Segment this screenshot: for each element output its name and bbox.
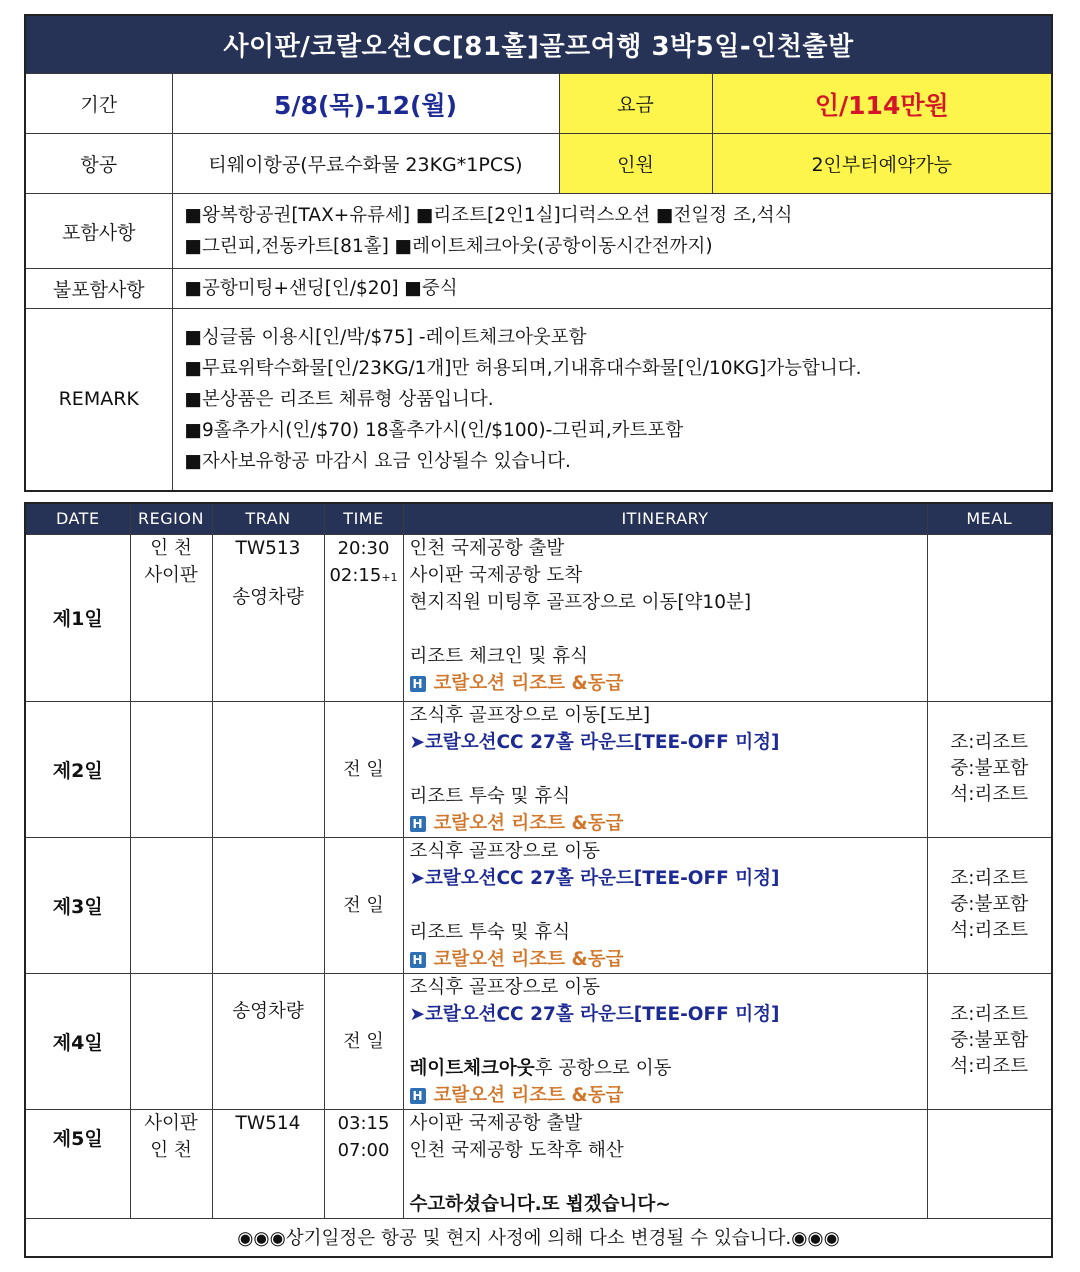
itinerary-line: 조식후 골프장으로 이동[도보]: [409, 704, 651, 726]
region-text: 인 천: [150, 537, 192, 559]
day-label: 제5일: [25, 1109, 130, 1218]
golf-round-line: ➤코랄오션CC 27홀 라운드[TEE-OFF 미정]: [409, 731, 780, 753]
itinerary-line: 사이판 국제공항 출발: [409, 1112, 583, 1134]
day-label: 제2일: [25, 701, 130, 837]
region-cell: [130, 1109, 212, 1218]
table-row: [25, 837, 1052, 973]
region-cell: [130, 973, 212, 1109]
meal-dinner: 석:리조트: [950, 920, 1029, 941]
hotel-icon: H: [410, 952, 426, 968]
time-cell: 전 일: [324, 701, 403, 837]
itinerary-line: 인천 국제공항 출발: [409, 537, 565, 559]
itinerary-line: 리조트 체크인 및 휴식: [409, 645, 588, 667]
next-day-mark: +1: [381, 570, 398, 584]
meal-lunch: 중:불포함: [950, 894, 1029, 915]
header-meal: MEAL: [927, 503, 1052, 535]
time-text: 07:00: [337, 1139, 390, 1161]
info-table: [24, 14, 1053, 492]
hotel-icon: H: [410, 1088, 426, 1104]
closing-message: 수고하셨습니다.또 뵙겠습니다~: [409, 1193, 671, 1215]
time-cell: [324, 534, 403, 701]
meal-cell: [927, 701, 1052, 837]
meal-cell: [927, 534, 1052, 701]
time-cell: [324, 1109, 403, 1218]
period-label: 기간: [25, 74, 172, 134]
tran-cell: [212, 973, 324, 1109]
itinerary-cell: [403, 534, 927, 701]
meal-breakfast: 조:리조트: [950, 868, 1029, 889]
remark-line: ■싱글룸 이용시[인/박/$75] -레이트체크아웃포함: [184, 326, 587, 348]
remark-line: ■자사보유항공 마감시 요금 인상될수 있습니다.: [184, 450, 571, 472]
region-cell: [130, 701, 212, 837]
time-text: 03:15: [337, 1112, 390, 1134]
golf-round-line: ➤코랄오션CC 27홀 라운드[TEE-OFF 미정]: [409, 1003, 780, 1025]
people-label: 인원: [559, 134, 712, 194]
period-value: 5/8(목)-12(월): [172, 74, 559, 134]
included-label: 포함사항: [25, 194, 172, 269]
tour-brochure: [24, 14, 1051, 1258]
included-line: ■왕복항공권[TAX+유류세] ■리조트[2인1실]디럭스오션 ■전일정 조,석식: [184, 205, 793, 226]
excluded-list: [172, 269, 1052, 309]
itinerary-line: 현지직원 미팅후 골프장으로 이동[약10분]: [409, 591, 752, 613]
itinerary-cell: [403, 701, 927, 837]
time-text: 20:30: [337, 537, 390, 559]
itinerary-cell: [403, 1109, 927, 1218]
time-cell: 전 일: [324, 973, 403, 1109]
region-cell: [130, 534, 212, 701]
airline-value: 티웨이항공(무료수화물 23KG*1PCS): [172, 134, 559, 194]
transfer-text: 송영차량: [232, 586, 304, 608]
table-row: [25, 701, 1052, 837]
people-value: 2인부터예약가능: [712, 134, 1052, 194]
itinerary-line: 사이판 국제공항 도착: [409, 564, 583, 586]
remark-line: ■9홀추가시(인/$70) 18홀추가시(인/$100)-그린피,카트포함: [184, 419, 684, 441]
header-date: DATE: [25, 503, 130, 535]
time-text: 02:15: [329, 564, 382, 586]
golf-round-line: ➤코랄오션CC 27홀 라운드[TEE-OFF 미정]: [409, 867, 780, 889]
hotel-name: 코랄오션 리조트 &동급: [433, 672, 624, 694]
day-label: 제3일: [25, 837, 130, 973]
remark-line: ■본상품은 리조트 체류형 상품입니다.: [184, 388, 494, 410]
hotel-name: 코랄오션 리조트 &동급: [433, 812, 624, 834]
tran-cell: [212, 1109, 324, 1218]
remark-label: REMARK: [25, 309, 172, 491]
meal-dinner: 석:리조트: [950, 784, 1029, 805]
itinerary-cell: [403, 973, 927, 1109]
airline-label: 항공: [25, 134, 172, 194]
included-line: ■그린피,전동카트[81홀] ■레이트체크아웃(공항이동시간전까지): [184, 236, 713, 257]
itinerary-line: 리조트 투숙 및 휴식: [409, 921, 571, 943]
itinerary-line: 조식후 골프장으로 이동: [409, 976, 600, 998]
meal-cell: [927, 1109, 1052, 1218]
hotel-name: 코랄오션 리조트 &동급: [433, 948, 624, 970]
price-label: 요금: [559, 74, 712, 134]
checkout-text: 레이트체크아웃: [409, 1057, 535, 1079]
region-text: 사이판: [144, 564, 198, 586]
included-list: [172, 194, 1052, 269]
price-value: 인/114만원: [712, 74, 1052, 134]
meal-cell: [927, 837, 1052, 973]
page-title: 사이판/코랄오션CC[81홀]골프여행 3박5일-인천출발: [25, 15, 1052, 74]
header-itinerary: ITINERARY: [403, 503, 927, 535]
schedule-table: [24, 502, 1053, 1258]
transfer-text: 송영차량: [232, 1000, 304, 1022]
hotel-icon: H: [410, 816, 426, 832]
meal-lunch: 중:불포함: [950, 758, 1029, 779]
itinerary-cell: [403, 837, 927, 973]
remark-line: ■무료위탁수화물[인/23KG/1개]만 허용되며,기내휴대수화물[인/10KG]가능합니다.: [184, 357, 862, 379]
meal-lunch: 중:불포함: [950, 1030, 1029, 1051]
excluded-label: 불포함사항: [25, 269, 172, 309]
remark-list: [172, 309, 1052, 491]
excluded-line: ■공항미팅+샌딩[인/$20] ■중식: [184, 278, 458, 299]
flight-number: TW514: [235, 1112, 301, 1134]
itinerary-line: 리조트 투숙 및 휴식: [409, 785, 571, 807]
header-region: REGION: [130, 503, 212, 535]
header-time: TIME: [324, 503, 403, 535]
table-row: [25, 1109, 1052, 1218]
hotel-name: 코랄오션 리조트 &동급: [433, 1084, 624, 1106]
table-row: [25, 534, 1052, 701]
tran-cell: [212, 701, 324, 837]
day-label: 제4일: [25, 973, 130, 1109]
tran-cell: [212, 837, 324, 973]
header-tran: TRAN: [212, 503, 324, 535]
region-cell: [130, 837, 212, 973]
time-cell: 전 일: [324, 837, 403, 973]
footer-note: ◉◉◉상기일정은 항공 및 현지 사정에 의해 다소 변경될 수 있습니다.◉◉◉: [25, 1218, 1052, 1257]
itinerary-line: 조식후 골프장으로 이동: [409, 840, 600, 862]
meal-breakfast: 조:리조트: [950, 1004, 1029, 1025]
hotel-icon: H: [410, 676, 426, 692]
meal-dinner: 석:리조트: [950, 1056, 1029, 1077]
tran-cell: [212, 534, 324, 701]
itinerary-line: 인천 국제공항 도착후 해산: [409, 1139, 624, 1161]
table-row: [25, 973, 1052, 1109]
region-text: 사이판: [144, 1112, 198, 1134]
flight-number: TW513: [235, 537, 301, 559]
meal-breakfast: 조:리조트: [950, 732, 1029, 753]
meal-cell: [927, 973, 1052, 1109]
itinerary-line: 후 공항으로 이동: [534, 1057, 672, 1079]
region-text: 인 천: [150, 1139, 192, 1161]
day-label: 제1일: [25, 534, 130, 701]
